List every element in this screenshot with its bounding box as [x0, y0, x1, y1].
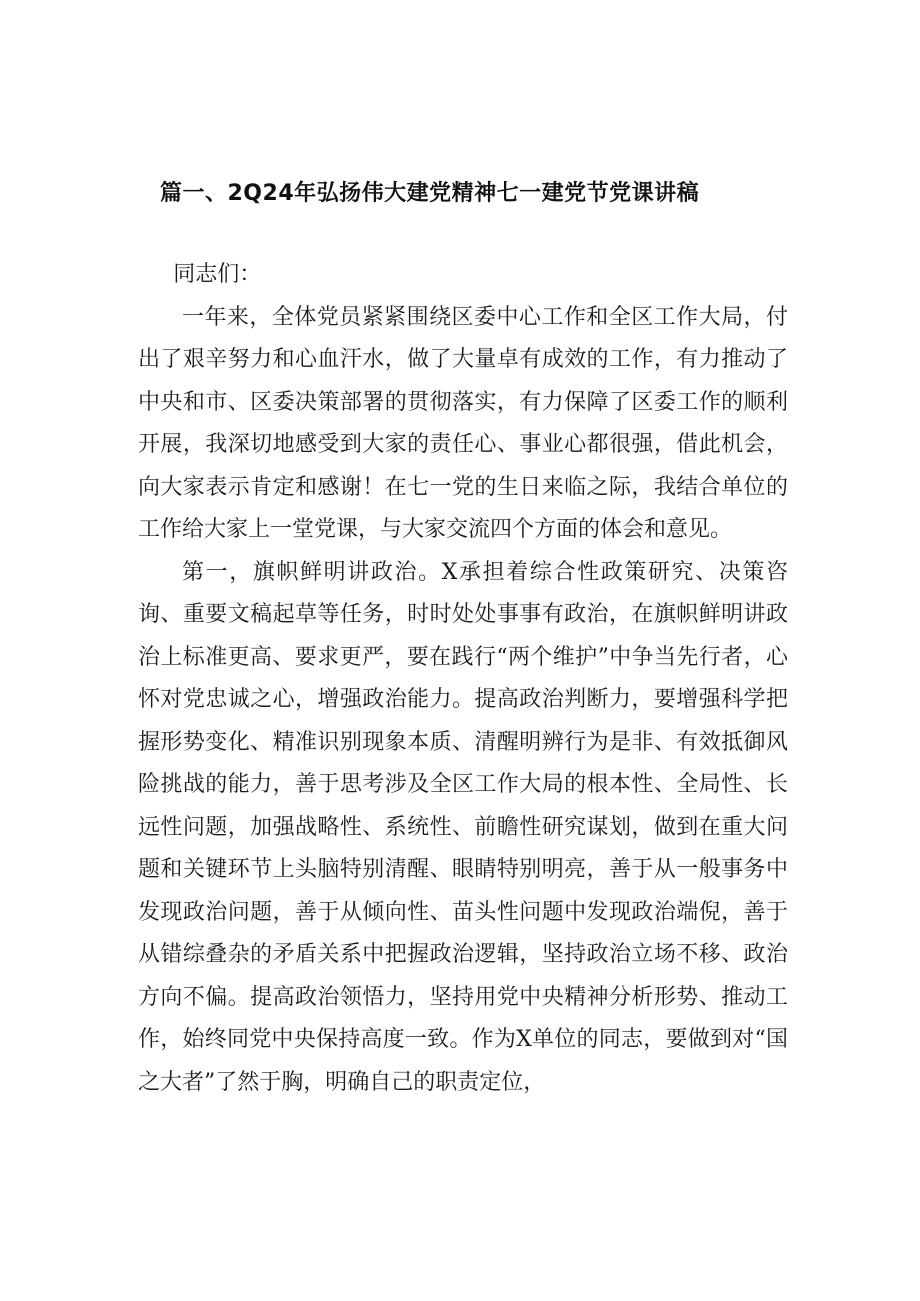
document-body: [138, 254, 788, 1104]
body-paragraph-2: 第一，旗帜鲜明讲政治。X承担着综合性政策研究、决策咨询、重要文稿起草等任务，时时处处事事有政治，在旗帜鲜明讲政治上标准更高、要求更严，要在践行“两个维护”中争当先行者，心怀对党忠诚之心，增强政治能力。提高政治判断力，要增强科学把握形势变化、精准识别现象本质、清醒明辨行为是非、有效抵御风险挑战的能力，善于思考涉及全区工作大局的根本性、全局性、长远性问题，加强战略性、系统性、前瞻性研究谋划，做到在重大问题和关键环节上头脑特别清醒、眼睛特别明亮，善于从一般事务中发现政治问题，善于从倾向性、苗头性问题中发现政治端倪，善于从错综叠杂的矛盾关系中把握政治逻辑，坚持政治立场不移、政治方向不偏。提高政治领悟力，坚持用党中央精神分析形势、推动工作，始终同党中央保持高度一致。作为X单位的同志，要做到对“国之大者”了然于胸，明确自己的职责定位，: [138, 559, 788, 1095]
document-title: 篇一、2Q24年弘扬伟大建党精神七一建党节党课讲稿: [160, 181, 700, 206]
salutation: 同志们：: [173, 262, 262, 287]
body-paragraph-1: 一年来，全体党员紧紧围绕区委中心工作和全区工作大局，付出了艰辛努力和心血汗水，做了大量卓有成效的工作，有力推动了中央和市、区委决策部署的贯彻落实，有力保障了区委工作的顺利开展，我深切地感受到大家的责任心、事业心都很强，借此机会，向大家表示肯定和感谢！在七一党的生日来临之际，我结合单位的工作给大家上一堂党课，与大家交流四个方面的体会和意见。: [138, 304, 788, 542]
